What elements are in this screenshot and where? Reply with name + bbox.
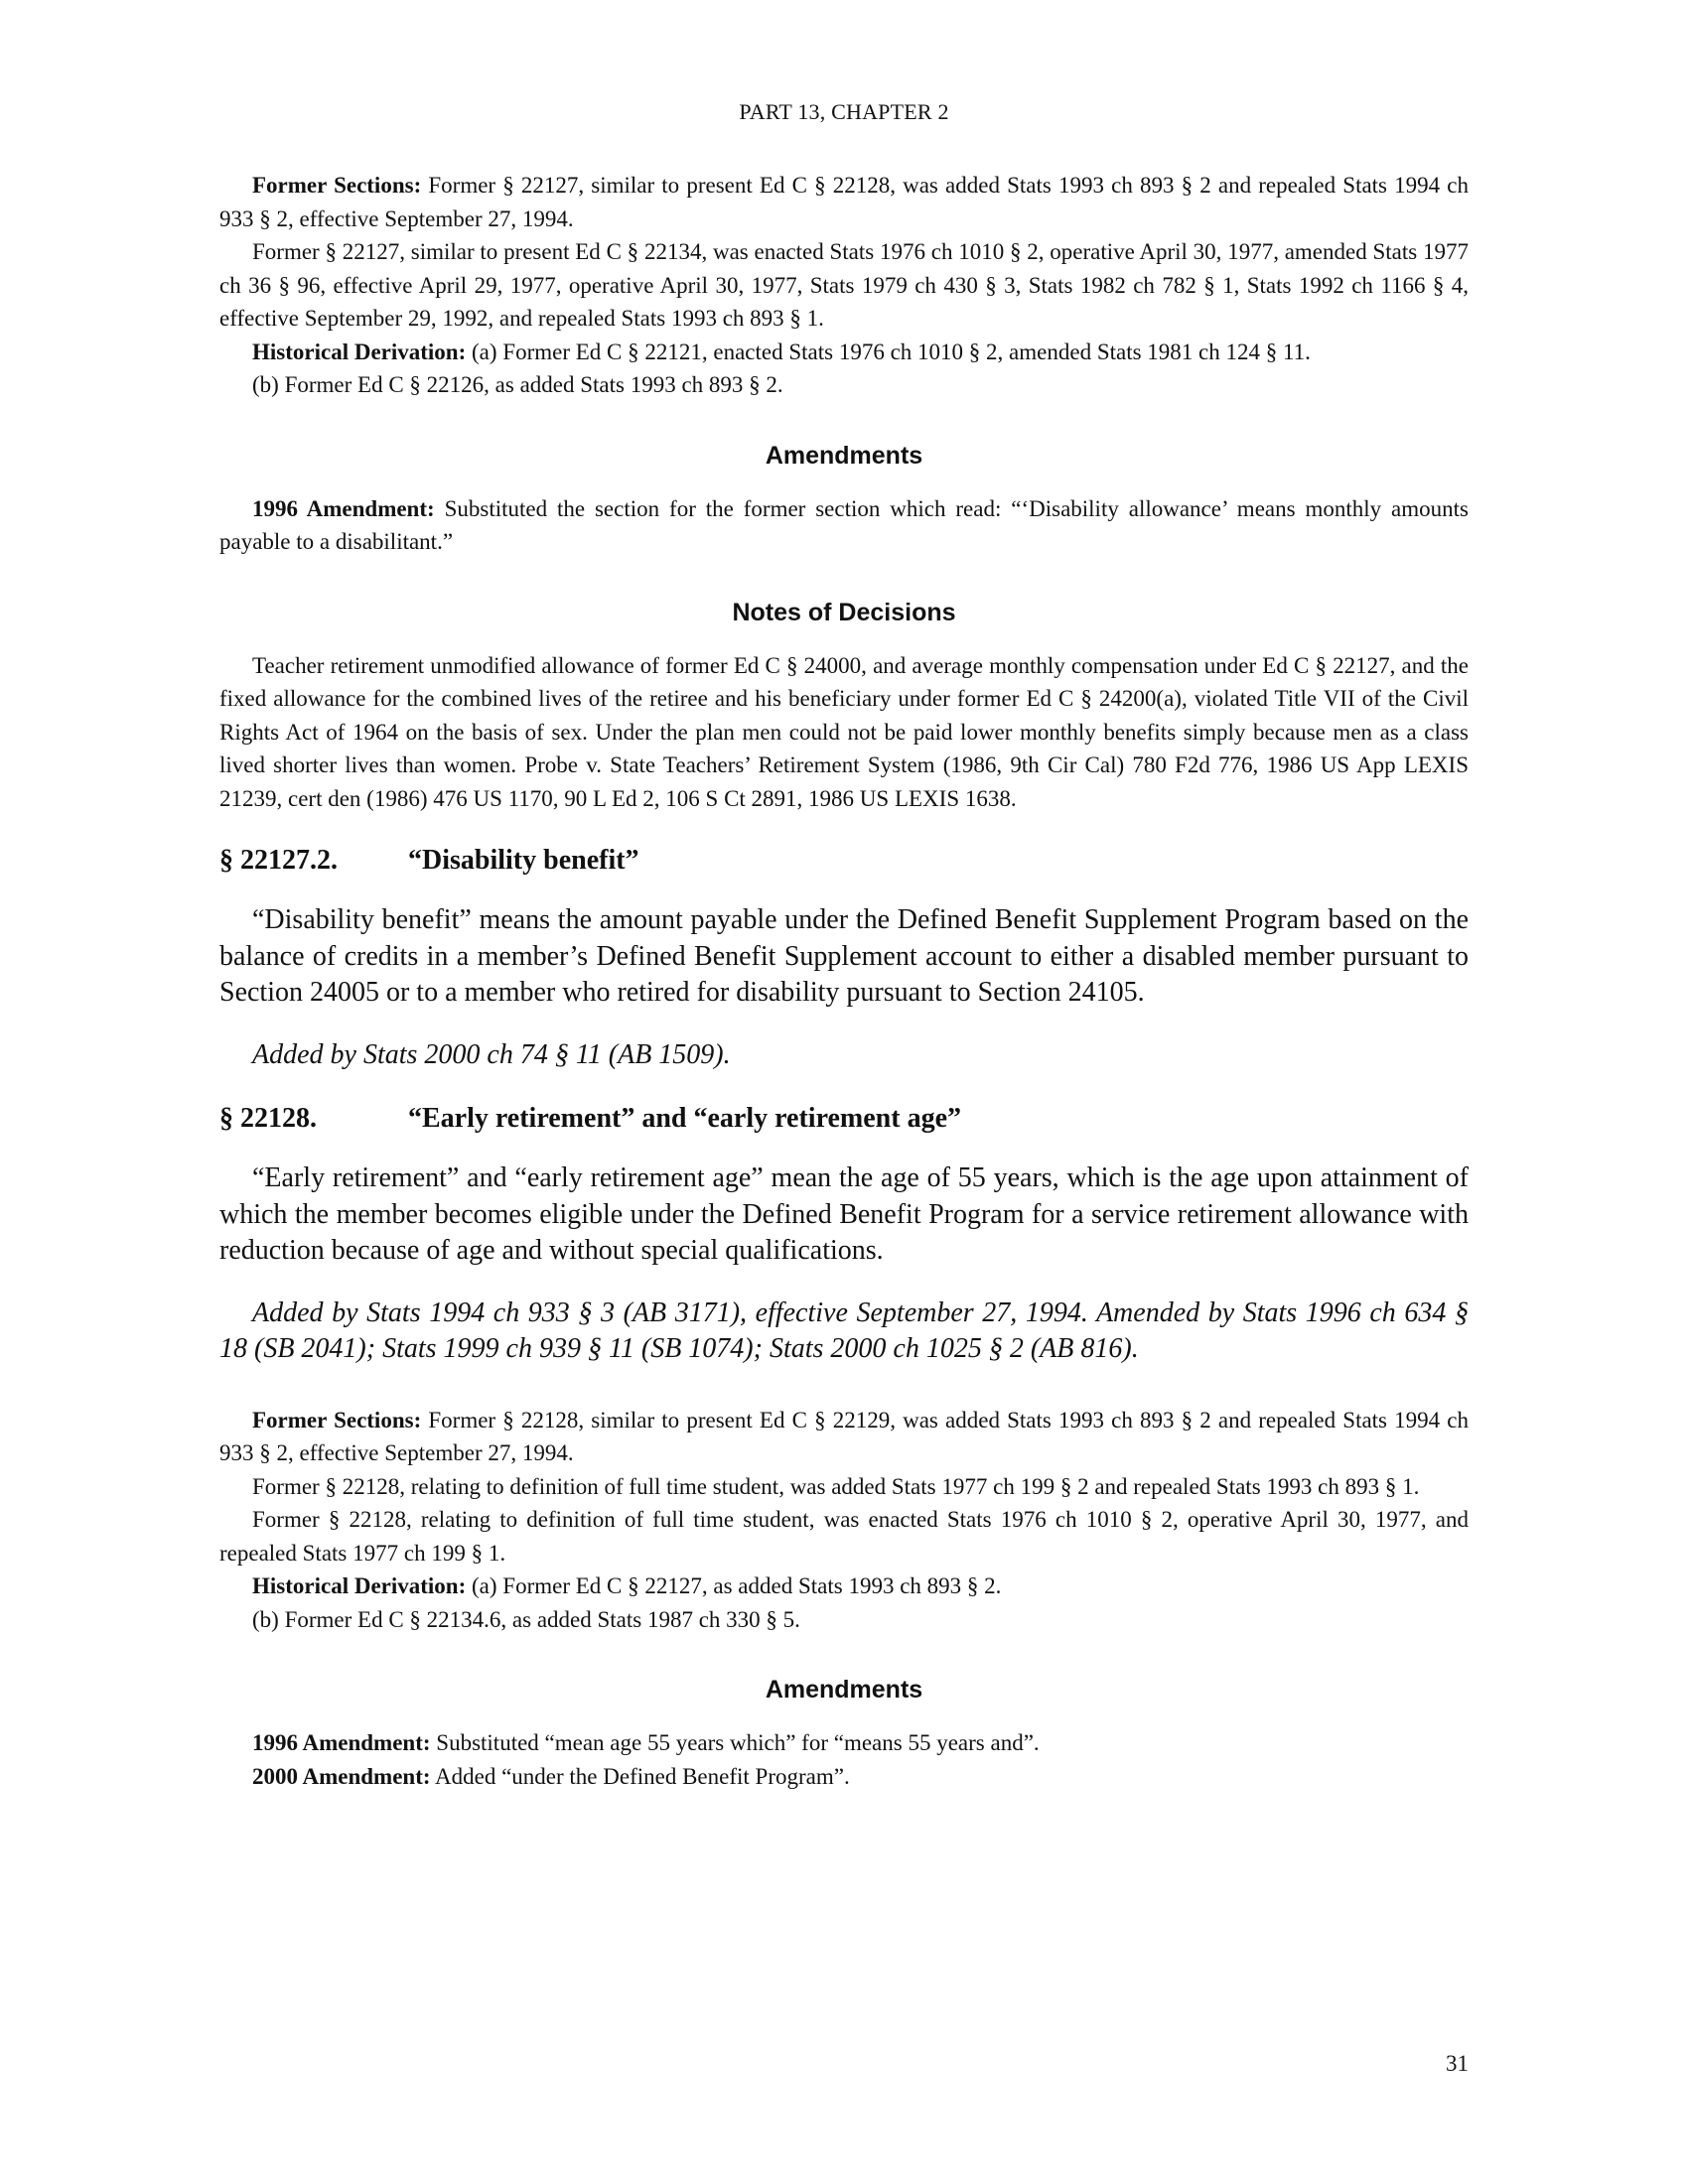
section-body-22128: “Early retirement” and “early retirement age” mean the age of 55 years, which is the age upon attainment of which the member becomes eligible under the Defined Benefit Program for a service retirement allowance with reduction because of age and without special qualifications. bbox=[219, 1162, 1469, 1266]
historical-derivation-b: (b) Former Ed C § 22134.6, as added Stats 1987 ch 330 § 5. bbox=[252, 1606, 800, 1632]
former-sections-label: Former Sections: bbox=[252, 173, 422, 198]
amendment-1996 bbox=[219, 1726, 1469, 1760]
former-sections-block-22127 bbox=[219, 169, 1469, 402]
section-body-22127-2: “Disability benefit” means the amount payable under the Defined Benefit Supplement Program based on the balance of credits in a member’s Defined Benefit Supplement account to either a disabled member pursuant to Section 24005 or to a member who retired for disability pursuant to Section 24105. bbox=[219, 904, 1469, 1008]
section-history-22128: Added by Stats 1994 ch 933 § 3 (AB 3171), effective September 27, 1994. Amended by Stats 1996 ch 634 § 18 (SB 2041); Stats 1999 ch 939 § 11 (SB 1074); Stats 2000 ch 1025 § 2 (AB 816). bbox=[219, 1297, 1469, 1364]
page-content bbox=[219, 169, 1469, 1793]
former-sections-text: Former § 22127, similar to present Ed C § 22128, was added Stats 1993 ch 893 § 2 and repealed Stats 1994 ch 933 § 2, effective September 27, 1994. bbox=[219, 173, 1469, 231]
running-head: PART 13, CHAPTER 2 bbox=[739, 99, 949, 124]
amendment-text: Added “under the Defined Benefit Program”. bbox=[430, 1763, 850, 1789]
section-title: “Early retirement” and “early retirement age” bbox=[408, 1103, 961, 1134]
historical-derivation-paragraph bbox=[219, 336, 1469, 369]
amendments-block-1 bbox=[219, 492, 1469, 559]
historical-derivation-b: (b) Former Ed C § 22126, as added Stats 1993 ch 893 § 2. bbox=[252, 372, 783, 397]
section-heading-22127-2 bbox=[219, 845, 1469, 877]
former-sections-paragraph bbox=[219, 169, 1469, 235]
section-title: “Disability benefit” bbox=[408, 845, 639, 876]
amendments-heading: Amendments bbox=[765, 1676, 923, 1704]
former-sections-block-22128 bbox=[219, 1404, 1469, 1637]
section-number: § 22128. bbox=[219, 1103, 317, 1134]
amendment-1996 bbox=[219, 492, 1469, 559]
section-history-22127-2: Added by Stats 2000 ch 74 § 11 (AB 1509). bbox=[252, 1038, 731, 1070]
former-sections-text: Former § 22128, similar to present Ed C § 22129, was added Stats 1993 ch 893 § 2 and repealed Stats 1994 ch 933 § 2, effective September 27, 1994. bbox=[219, 1407, 1469, 1465]
section-heading-22128 bbox=[219, 1103, 1469, 1135]
section-number: § 22127.2. bbox=[219, 845, 338, 876]
former-section-paragraph: Former § 22128, relating to definition of full time student, was enacted Stats 1976 ch 1010 § 2, operative April 30, 1977, and repealed Stats 1977 ch 199 § 1. bbox=[219, 1507, 1469, 1566]
amendment-text: Substituted “mean age 55 years which” for “means 55 years and”. bbox=[430, 1730, 1040, 1755]
amendments-heading: Amendments bbox=[765, 441, 923, 470]
historical-derivation-text: (a) Former Ed C § 22127, as added Stats 1993 ch 893 § 2. bbox=[466, 1573, 1002, 1598]
amendment-text: Substituted the section for the former section which read: “‘Disability allowance’ means monthly amounts payable to a disabilitant.” bbox=[219, 495, 1469, 554]
amendment-label: 1996 Amendment: bbox=[252, 1730, 431, 1755]
historical-derivation-paragraph bbox=[219, 1570, 1469, 1603]
amendment-label: 2000 Amendment: bbox=[252, 1763, 431, 1789]
former-sections-paragraph bbox=[219, 1404, 1469, 1470]
historical-derivation-label: Historical Derivation: bbox=[252, 339, 467, 364]
former-section-paragraph: Former § 22127, similar to present Ed C § 22134, was enacted Stats 1976 ch 1010 § 2, operative April 30, 1977, amended Stats 1977 ch 36 § 96, effective April 29, 1977, operative April 30, 1977, Stats 1979 ch 430 § 3, Stats 1982 ch 782 § 1, Stats 1992 ch 1166 § 4, effective September 29, 1992, and repealed Stats 1993 ch 893 § 1. bbox=[219, 239, 1469, 331]
former-sections-label: Former Sections: bbox=[252, 1407, 422, 1433]
former-section-paragraph: Former § 22128, relating to definition of full time student, was added Stats 1977 ch 199 § 2 and repealed Stats 1993 ch 893 § 1. bbox=[252, 1473, 1420, 1499]
notes-of-decisions-text: Teacher retirement unmodified allowance of former Ed C § 24000, and average monthly compensation under Ed C § 22127, and the fixed allowance for the combined lives of the retiree and his beneficiary under former Ed C § 24200(a), violated Title VII of the Civil Rights Act of 1964 on the basis of sex. Under the plan men could not be paid lower monthly benefits simply because men as a class lived shorter lives than women. Probe v. State Teachers’ Retirement System (1986, 9th Cir Cal) 780 F2d 776, 1986 US App LEXIS 21239, cert den (1986) 476 US 1170, 90 L Ed 2, 106 S Ct 2891, 1986 US LEXIS 1638. bbox=[219, 652, 1469, 811]
historical-derivation-label: Historical Derivation: bbox=[252, 1573, 467, 1598]
amendment-2000 bbox=[219, 1760, 1469, 1794]
historical-derivation-text: (a) Former Ed C § 22121, enacted Stats 1976 ch 1010 § 2, amended Stats 1981 ch 124 § 11. bbox=[466, 339, 1311, 364]
notes-of-decisions-block bbox=[219, 649, 1469, 816]
page-number: 31 bbox=[1446, 2051, 1469, 2076]
notes-of-decisions-heading: Notes of Decisions bbox=[732, 598, 956, 626]
amendment-label: 1996 Amendment: bbox=[252, 495, 435, 521]
amendments-block-2 bbox=[219, 1726, 1469, 1793]
